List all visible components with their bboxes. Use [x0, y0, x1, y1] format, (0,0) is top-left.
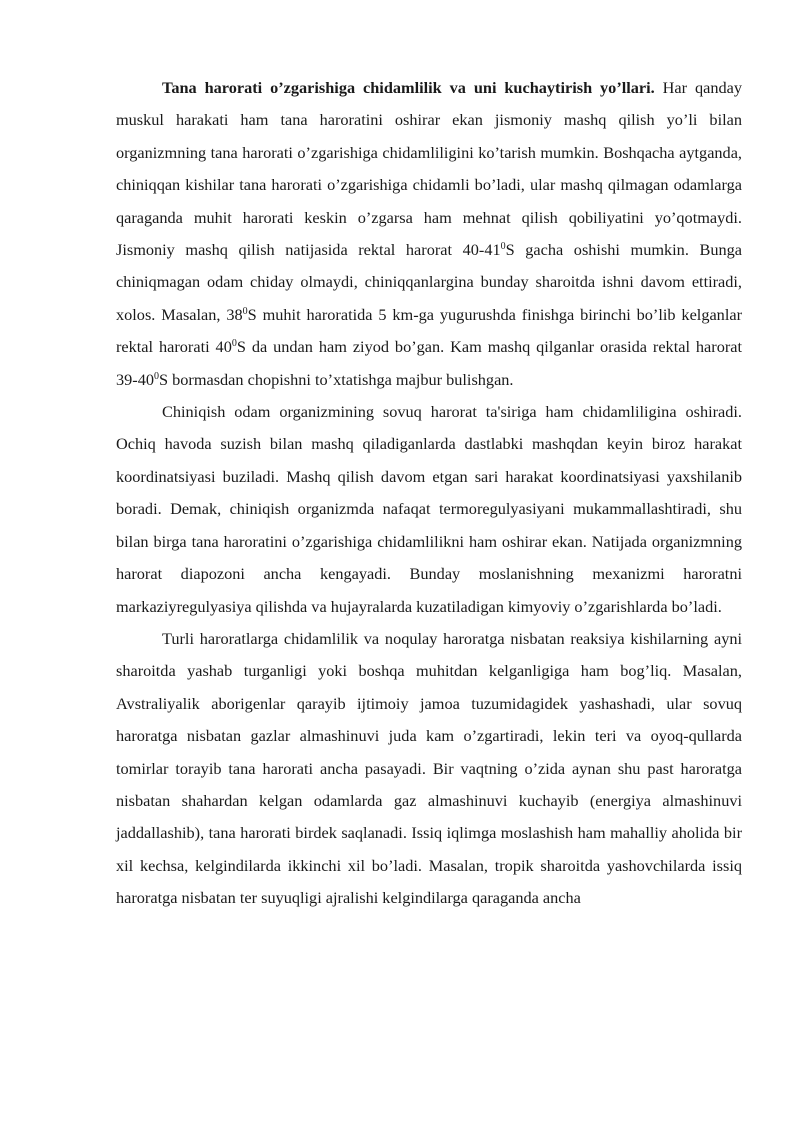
paragraph-temperature-tolerance [116, 72, 742, 396]
paragraph-text: S bormasdan chopishni to’xtatishga majbur bulishgan. [158, 369, 514, 389]
section-heading: Tana harorati o’zgarishiga chidamlilik va uni kuchaytirish yo’llari. [162, 78, 655, 97]
degree-superscript: 0 [153, 370, 159, 382]
paragraph-text: S muhit haroratida 5 km-ga yugurushda finishga birinchi bo’lib kelganlar rektal harorati 40 [116, 304, 742, 357]
paragraph-cold-tolerance: Chiniqish odam organizmining sovuq harorat ta'siriga ham chidamliligina oshiradi. Ochiq havoda suzish bilan mashq qiladiganlarda dastlabki mashqdan keyin biroz harakat koordinatsiyasi buziladi. Mashq qilish davom etgan sari harakat koordinatsiyasi yaxshilanib boradi. Demak, chiniqish organizmda nafaqat termoregulyasiyani mukammallashtiradi, shu bilan birga tana haroratini o’zgarishiga chidamlilikni ham oshirar ekan. Natijada organizmning harorat diapozoni ancha kengayadi. Bunday moslanishning mexanizmi haroratni markaziyregulyasiya qilishda va hujayralarda kuzatiladigan kimyoviy o’zgarishlarda bo’ladi. [116, 402, 742, 616]
paragraph-text: Har qanday muskul harakati ham tana haroratini oshirar ekan jismoniy mashq qilish yo’li bilan organizmning tana harorati o’zgarishiga chidamliligini ko’tarish mumkin. Boshqacha aytganda, chiniqqan kishilar tana harorati o’zgarishiga chidamli bo’ladi, ular mashq qilmagan odamlarga qaraganda muhit harorati keskin o’zgarsa ham mehnat qilish qobiliyatini yo’qotmaydi. Jismoniy mashq qilish natijasida rektal harorat 40-41 [116, 78, 743, 260]
document-page [116, 72, 742, 915]
degree-superscript: 0 [500, 241, 506, 253]
paragraph-climate-adaptation: Turli haroratlarga chidamlilik va noqulay haroratga nisbatan reaksiya kishilarning ayni sharoitda yashab turganligi yoki boshqa muhitdan kelganligiga ham bog’liq. Masalan, Avstraliyalik aborigenlar qarayib ijtimoiy jamoa tuzumidagidek yashashadi, ular sovuq haroratga nisbatan gazlar almashinuvi juda kam o’zgartiradi, lekin teri va oyoq-qullarda tomirlar torayib tana harorati ancha pasayadi. Bir vaqtning o’zida aynan shu past haroratga nisbatan shahardan kelgan odamlarda gaz almashinuvi kuchayib (energiya almashinuvi jaddallashib), tana harorati birdek saqlanadi. Issiq iqlimga moslashish ham mahalliy aholida bir xil kechsa, kelgindilarda ikkinchi xil bo’ladi. Masalan, tropik sharoitda yashovchilarda issiq haroratga nisbatan ter suyuqligi ajralishi kelgindilarga qaraganda ancha [116, 628, 742, 908]
degree-superscript: 0 [242, 305, 248, 317]
degree-superscript: 0 [231, 338, 237, 350]
paragraph-text: S gacha oshishi mumkin. Bunga chiniqmagan odam chiday olmaydi, chiniqqanlargina bunday sharoitda ishni davom ettiradi, xolos. Masalan, 38 [116, 240, 742, 324]
paragraph-text: S da undan ham ziyod bo’gan. Kam mashq qilganlar orasida rektal harorat 39-40 [116, 337, 743, 389]
